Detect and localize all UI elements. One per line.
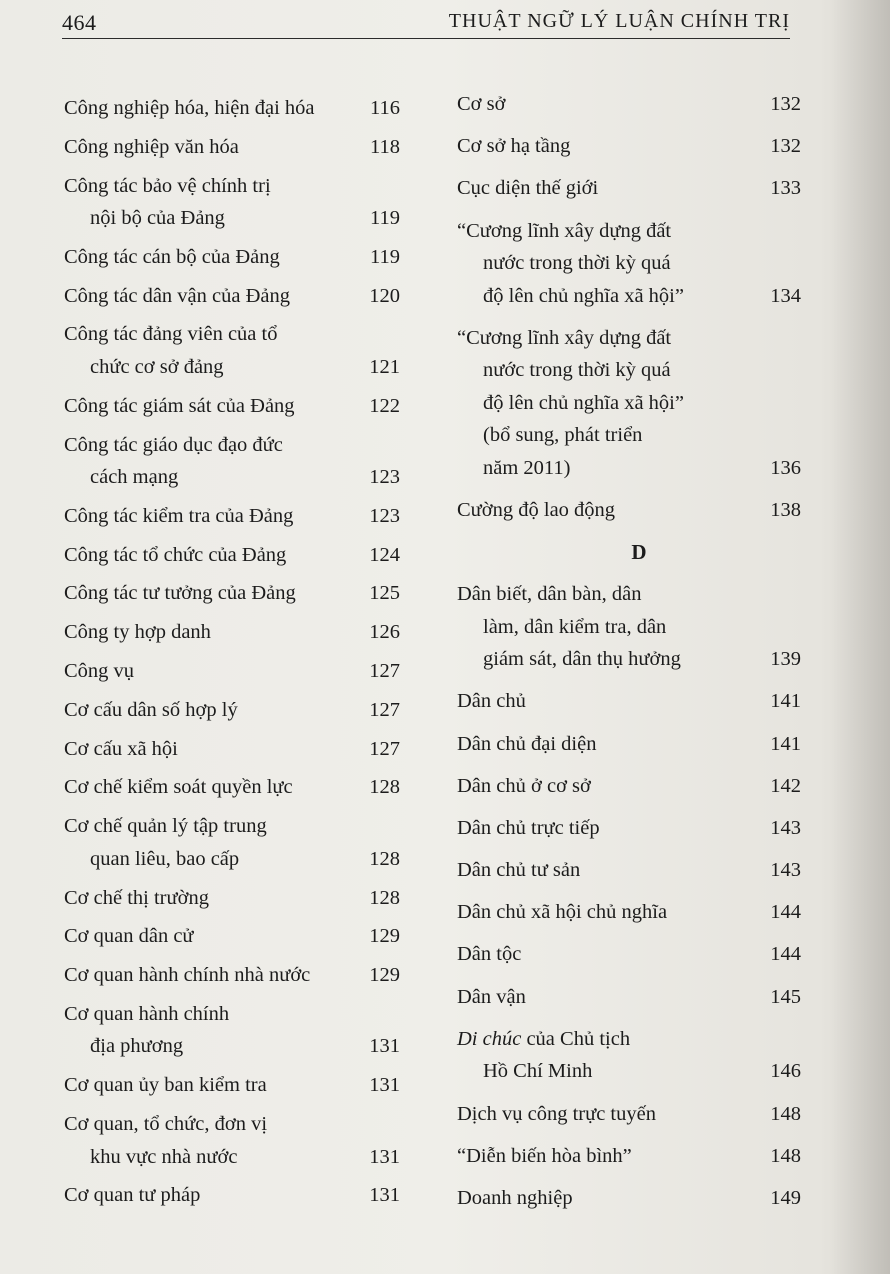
index-page-number: 123 (369, 466, 400, 489)
index-entry (457, 88, 801, 121)
index-group-d (457, 578, 801, 1214)
index-page-number: 131 (369, 1035, 400, 1058)
index-entry-line (457, 1023, 801, 1056)
index-entry (457, 1140, 801, 1173)
index-entry-line: Cơ chế kiểm soát quyền lực (64, 776, 293, 799)
index-entry (64, 131, 400, 164)
index-entry (64, 429, 400, 494)
index-page-number: 128 (369, 886, 400, 909)
index-page-number: 132 (770, 135, 801, 158)
index-entry (64, 810, 400, 875)
index-page-number: 121 (369, 355, 400, 378)
index-entry (64, 733, 400, 766)
index-entry-line: năm 2011) (483, 456, 571, 479)
index-page-number: 142 (770, 774, 801, 797)
index-entry (64, 655, 400, 688)
index-entry (64, 771, 400, 804)
index-page-number: 136 (770, 456, 801, 479)
index-entry-line: Công tác tư tưởng của Đảng (64, 582, 296, 605)
index-entry (457, 215, 801, 313)
index-entry-line: Dân vận (457, 985, 526, 1008)
index-page-number: 129 (369, 925, 400, 948)
index-entry (64, 1108, 400, 1173)
index-page-number: 143 (770, 859, 801, 882)
index-entry-line: Hồ Chí Minh (483, 1060, 593, 1083)
index-page-number: 133 (770, 177, 801, 200)
index-entry-line: Cơ chế thị trường (64, 886, 209, 909)
index-page-number: 148 (770, 1144, 801, 1167)
index-entry (457, 770, 801, 803)
index-page-number: 146 (770, 1060, 801, 1083)
index-entry-line: cách mạng (90, 466, 179, 489)
index-entry (64, 577, 400, 610)
index-entry-line: Cơ quan tư pháp (64, 1184, 201, 1207)
index-entry-line: “Diễn biến hòa bình” (457, 1144, 632, 1167)
index-entry-line: Cơ quan hành chính nhà nước (64, 964, 311, 987)
header-rule (62, 38, 790, 39)
index-entry (457, 896, 801, 929)
index-entry (64, 92, 400, 125)
index-page-number: 124 (369, 543, 400, 566)
index-entry (64, 998, 400, 1063)
index-entry-line: Cơ quan hành chính (64, 1002, 230, 1025)
index-entry-line: “Cương lĩnh xây dựng đất (457, 219, 672, 242)
index-entry (457, 1182, 801, 1215)
index-entry-line: Cơ chế quản lý tập trung (64, 815, 267, 838)
index-entry (64, 539, 400, 572)
index-page-number: 122 (369, 394, 400, 417)
index-page-number: 145 (770, 985, 801, 1008)
index-entry-line: Cơ cấu dân số hợp lý (64, 698, 238, 721)
index-column-left (64, 92, 400, 1218)
index-entry-line: Dân chủ ở cơ sở (457, 774, 591, 797)
index-entry-line: chức cơ sở đảng (90, 355, 224, 378)
index-entry (64, 318, 400, 383)
page-number: 464 (62, 10, 97, 35)
running-title: THUẬT NGỮ LÝ LUẬN CHÍNH TRỊ (448, 10, 790, 32)
index-column-right (457, 88, 801, 1224)
index-entry-line: Công vụ (64, 660, 135, 683)
index-entry-line: Doanh nghiệp (457, 1186, 573, 1209)
index-entry-line: Công tác cán bộ của Đảng (64, 245, 280, 268)
index-entry-line: Công tác kiểm tra của Đảng (64, 504, 294, 527)
index-entry (457, 172, 801, 205)
index-page-number: 119 (370, 245, 400, 268)
index-entry (457, 812, 801, 845)
spine-shadow (830, 0, 890, 1274)
index-entry-line: nước trong thời kỳ quá (483, 359, 671, 382)
section-letter-d: D (631, 540, 647, 565)
index-entry (64, 390, 400, 423)
index-entry-line: độ lên chủ nghĩa xã hội” (483, 391, 684, 414)
index-entry-line: Cơ sở hạ tầng (457, 135, 571, 158)
index-entry (64, 882, 400, 915)
index-page-number: 134 (770, 284, 801, 307)
index-page-number: 123 (369, 504, 400, 527)
index-entry (457, 728, 801, 761)
index-entry-line: Dân tộc (457, 943, 522, 966)
index-entry-line: Cơ cấu xã hội (64, 737, 178, 760)
index-entry-line: Cơ quan, tổ chức, đơn vị (64, 1113, 268, 1136)
index-entry-line: nước trong thời kỳ quá (483, 252, 671, 275)
index-entry-line: Dân chủ đại diện (457, 732, 597, 755)
index-entry (64, 920, 400, 953)
index-page-number: 131 (369, 1145, 400, 1168)
index-page-number: 144 (770, 901, 801, 924)
index-entry-line: làm, dân kiểm tra, dân (483, 615, 667, 638)
index-entry-line: nội bộ của Đảng (90, 207, 225, 230)
index-entry-line: Cường độ lao động (457, 498, 616, 521)
index-entry-line: khu vực nhà nước (90, 1145, 238, 1168)
index-entry-line: Cơ quan dân cử (64, 925, 194, 948)
index-entry-line: Dân biết, dân bàn, dân (457, 583, 642, 606)
index-entry-line: Dân chủ trực tiếp (457, 816, 600, 839)
index-entry (457, 981, 801, 1014)
index-entry-italic: Di chúc (457, 1027, 522, 1050)
index-page-number: 127 (369, 737, 400, 760)
index-page-number: 128 (369, 776, 400, 799)
index-page-number: 139 (770, 648, 801, 671)
index-entry-text: của Chủ tịch (521, 1027, 631, 1050)
index-entry-line: Dân chủ xã hội chủ nghĩa (457, 901, 668, 924)
index-entry (64, 1069, 400, 1102)
index-entry (457, 1098, 801, 1131)
index-entry (457, 130, 801, 163)
index-page-number: 127 (369, 660, 400, 683)
index-entry-line: Dân chủ tư sản (457, 859, 581, 882)
index-page-number: 116 (370, 97, 400, 119)
index-page-number: 118 (370, 135, 400, 158)
index-entry-line: Công tác dân vận của Đảng (64, 284, 290, 307)
index-entry-line: độ lên chủ nghĩa xã hội” (483, 284, 684, 307)
index-entry-line: giám sát, dân thụ hưởng (483, 648, 681, 671)
index-entry (457, 494, 801, 527)
index-entry-line: Công tác giáo dục đạo đức (64, 433, 283, 456)
index-entry (457, 578, 801, 676)
index-entry-line: Công tác đảng viên của tổ (64, 323, 278, 346)
index-entry-line: quan liêu, bao cấp (90, 847, 240, 870)
index-entry (64, 280, 400, 313)
index-entry-line: Công nghiệp văn hóa (64, 135, 239, 158)
index-entry (64, 1179, 400, 1212)
index-page-number: 120 (369, 284, 400, 307)
index-page-number: 144 (770, 943, 801, 966)
index-page-number: 126 (369, 621, 400, 644)
page-header (62, 8, 790, 40)
index-page-number: 148 (770, 1102, 801, 1125)
index-entry-line: địa phương (90, 1035, 184, 1058)
index-entry-line: Cơ quan ủy ban kiểm tra (64, 1074, 267, 1097)
index-entry (64, 500, 400, 533)
index-entry-line: Công nghiệp hóa, hiện đại hóa (64, 97, 315, 119)
index-entry-line: Cơ sở (457, 93, 506, 115)
index-page-number: 129 (369, 964, 400, 987)
index-page-number: 138 (770, 498, 801, 521)
index-entry (457, 322, 801, 485)
index-page-number: 127 (369, 698, 400, 721)
index-page-number: 128 (369, 847, 400, 870)
index-entry (64, 959, 400, 992)
index-entry-line: (bổ sung, phát triển (483, 424, 643, 447)
index-entry-line: “Cương lĩnh xây dựng đất (457, 326, 672, 349)
index-page-number: 119 (370, 207, 400, 230)
index-entry (64, 694, 400, 727)
index-entry (457, 938, 801, 971)
index-entry-line: Dịch vụ công trực tuyến (457, 1102, 656, 1125)
index-entry (64, 616, 400, 649)
index-group-c (457, 88, 801, 526)
index-entry (64, 241, 400, 274)
index-entry-line: Công tác tổ chức của Đảng (64, 543, 287, 566)
index-entry-line: Công tác bảo vệ chính trị (64, 174, 271, 197)
index-page-number: 141 (770, 732, 801, 755)
index-page-number: 143 (770, 816, 801, 839)
index-page-number: 149 (770, 1186, 801, 1209)
index-entry (457, 1023, 801, 1088)
index-entry (457, 854, 801, 887)
index-page-number: 131 (369, 1184, 400, 1207)
index-entry-line: Dân chủ (457, 690, 526, 713)
index-entry-line: Cục diện thế giới (457, 177, 599, 200)
index-page-number: 125 (369, 582, 400, 605)
index-entry (457, 685, 801, 718)
index-entry-line: Công tác giám sát của Đảng (64, 394, 295, 417)
index-page-number: 141 (770, 690, 801, 713)
index-entry-line: Công ty hợp danh (64, 621, 211, 644)
index-page-number: 132 (770, 93, 801, 115)
index-entry (64, 170, 400, 235)
index-page-number: 131 (369, 1074, 400, 1097)
